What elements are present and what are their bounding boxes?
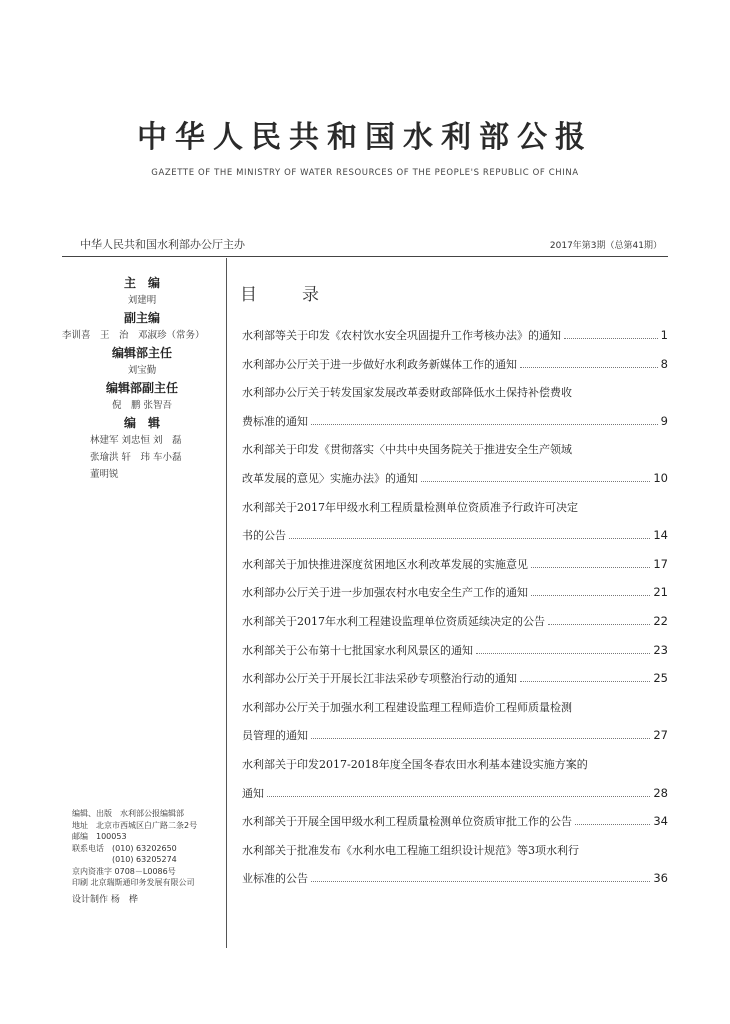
toc-leader-dots [311, 738, 650, 739]
toc-entry[interactable] [242, 670, 668, 699]
editor-names-row: 张瑜洪 轩 玮 车小磊 [90, 452, 182, 463]
toc-entry-title: 水利部关于印发2017-2018年度全国冬春农田水利基本建设实施方案的 [242, 757, 588, 771]
colophon-line: 邮编 100053 [72, 832, 127, 841]
deputy-director-label: 编辑部副主任 [105, 381, 178, 395]
toc-entry-title: 水利部办公厅关于进一步加强农村水电安全生产工作的通知 [242, 586, 528, 600]
toc-entry[interactable] [242, 642, 668, 671]
toc-page-number: 9 [660, 413, 668, 428]
toc-entry[interactable] [242, 527, 668, 556]
toc-entry-title: 水利部关于开展全国甲级水利工程质量检测单位资质审批工作的公告 [242, 815, 572, 829]
editor-names-row: 林建军 刘忠恒 刘 磊 [90, 435, 182, 446]
toc-page-number: 25 [653, 671, 668, 686]
toc-page-number: 36 [653, 871, 668, 886]
design-credit: 设计制作 杨 桦 [72, 894, 138, 905]
toc-entry-title: 改革发展的意见〉实施办法》的通知 [242, 471, 418, 485]
toc-entry[interactable] [242, 384, 668, 413]
colophon-line: 京内资准字 0708－L0086号 [72, 866, 176, 876]
toc-leader-dots [564, 338, 658, 339]
toc-entry[interactable] [242, 699, 668, 728]
toc-entry-title: 业标准的公告 [242, 872, 308, 886]
column-divider [226, 258, 227, 948]
header-divider [62, 256, 668, 257]
toc-leader-dots [575, 824, 650, 825]
deputy-director-names: 倪 鹏 张智吾 [111, 400, 173, 411]
toc-entry-title: 员管理的通知 [242, 729, 308, 743]
toc-entry-title: 水利部办公厅关于开展长江非法采砂专项整治行动的通知 [242, 672, 517, 686]
director-label: 编辑部主任 [111, 346, 172, 360]
toc-page-number: 10 [653, 470, 668, 485]
toc-entry[interactable] [242, 813, 668, 842]
issue-number: 2017年第3期（总第41期） [549, 241, 662, 251]
toc-page-number: 17 [653, 556, 668, 571]
toc-page-number: 1 [660, 328, 668, 342]
toc-leader-dots [520, 681, 650, 682]
sponsor-line: 中华人民共和国水利部办公厅主办 [80, 238, 245, 251]
colophon-line: 地址 北京市西城区白广路二条2号 [72, 820, 198, 830]
toc-entry-title: 水利部办公厅关于加强水利工程建设监理工程师造价工程师质量检测 [242, 700, 572, 714]
toc-leader-dots [421, 481, 650, 482]
toc-page-number: 21 [653, 585, 668, 600]
toc-entry[interactable] [242, 441, 668, 470]
colophon-line: 印刷 北京瑞斯通印务发展有限公司 [72, 878, 195, 887]
toc-entry[interactable] [242, 356, 668, 385]
chief-editor-label: 主 编 [123, 276, 160, 290]
toc-entry[interactable] [242, 413, 668, 442]
toc-entry-title: 水利部关于批准发布《水利水电工程施工组织设计规范》等3项水利行 [242, 843, 579, 857]
toc-page-number: 8 [660, 356, 668, 371]
toc-leader-dots [311, 424, 658, 425]
toc-entry[interactable] [242, 756, 668, 785]
editorial-board [62, 274, 222, 483]
toc-leader-dots [289, 538, 650, 539]
chief-editor-name: 刘建明 [127, 295, 157, 306]
toc-leader-dots [548, 624, 650, 625]
colophon-line: 编辑、出版 水利部公报编辑部 [72, 809, 184, 818]
deputy-editor-label: 副主编 [123, 311, 160, 325]
toc-leader-dots [531, 595, 650, 596]
toc-leader-dots [267, 796, 650, 797]
colophon-line: 联系电话 (010) 63202650 [72, 843, 177, 853]
toc-entry-title: 通知 [242, 786, 264, 800]
toc-entry[interactable] [242, 870, 668, 899]
toc-title: 目 录 [240, 285, 333, 305]
table-of-contents [242, 327, 668, 899]
toc-page-number: 27 [653, 728, 668, 743]
deputy-editor-names: 李训喜 王 治 邓淑珍（常务） [62, 330, 205, 341]
toc-entry-title: 水利部关于2017年水利工程建设监理单位资质延续决定的公告 [242, 614, 545, 628]
toc-entry-title: 水利部关于2017年甲级水利工程质量检测单位资质准予行政许可决定 [242, 500, 578, 514]
toc-page-number: 28 [653, 785, 668, 800]
toc-leader-dots [531, 567, 650, 568]
director-name: 刘宝勤 [127, 365, 157, 376]
toc-entry[interactable] [242, 556, 668, 585]
toc-entry[interactable] [242, 842, 668, 871]
toc-page-number: 34 [653, 814, 668, 829]
editor-label: 编 辑 [123, 416, 160, 430]
toc-entry[interactable] [242, 613, 668, 642]
toc-entry[interactable] [242, 584, 668, 613]
toc-entry-title: 水利部等关于印发《农村饮水安全巩固提升工作考核办法》的通知 [242, 329, 561, 342]
toc-page-number: 14 [653, 528, 668, 543]
toc-entry[interactable] [242, 727, 668, 756]
toc-entry[interactable] [242, 327, 668, 356]
toc-entry[interactable] [242, 470, 668, 499]
toc-page-number: 22 [653, 613, 668, 628]
gazette-title: 中华人民共和国水利部公报 [137, 120, 593, 155]
toc-leader-dots [520, 367, 658, 368]
toc-leader-dots [311, 881, 650, 882]
toc-page-number: 23 [653, 642, 668, 657]
editor-names-row: 董明锐 [90, 469, 119, 480]
colophon-line: (010) 63205274 [72, 855, 177, 864]
colophon [72, 808, 222, 906]
toc-entry-title: 费标准的通知 [242, 414, 308, 428]
toc-leader-dots [476, 653, 650, 654]
toc-entry-title: 水利部关于印发《贯彻落实〈中共中央国务院关于推进安全生产领域 [242, 443, 572, 457]
toc-entry-title: 水利部办公厅关于转发国家发展改革委财政部降低水土保持补偿费收 [242, 386, 572, 400]
toc-entry-title: 水利部办公厅关于进一步做好水利政务新媒体工作的通知 [242, 357, 517, 371]
toc-entry-title: 水利部关于加快推进深度贫困地区水利改革发展的实施意见 [242, 557, 528, 571]
toc-entry-title: 书的公告 [242, 529, 286, 543]
toc-entry[interactable] [242, 785, 668, 814]
toc-entry-title: 水利部关于公布第十七批国家水利风景区的通知 [242, 643, 473, 657]
toc-entry[interactable] [242, 499, 668, 528]
gazette-subtitle: GAZETTE OF THE MINISTRY OF WATER RESOURCES OF THE PEOPLE'S REPUBLIC OF CHINA [151, 168, 579, 178]
